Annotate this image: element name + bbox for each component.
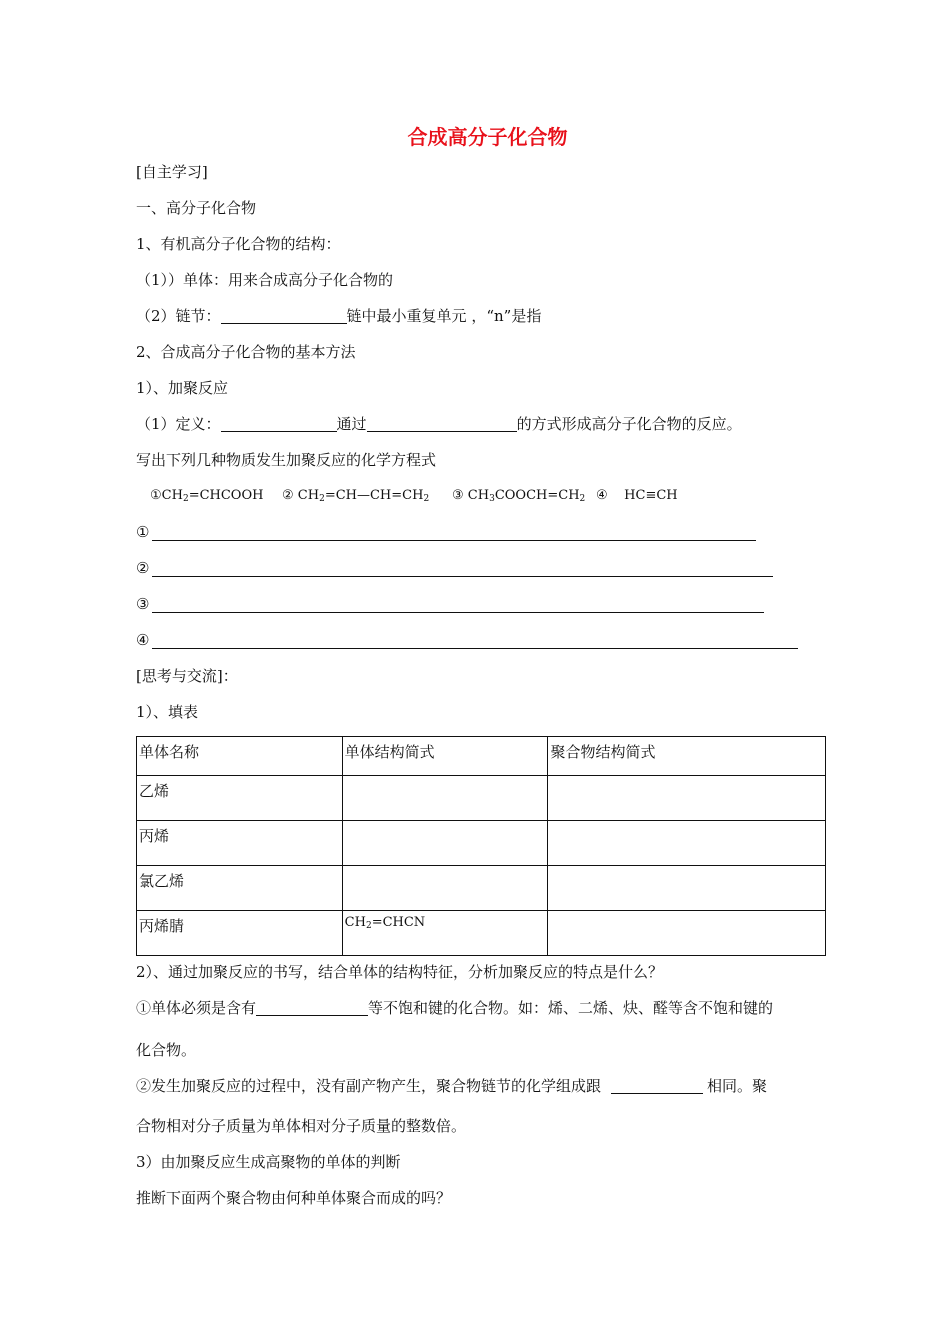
cell-acrylonitrile-formula xyxy=(342,911,548,956)
monomer-1-sub: 2 xyxy=(182,494,189,504)
heading-polymer: 一、高分子化合物 xyxy=(136,199,257,217)
question-monomer-judgement: 3）由加聚反应生成高聚物的单体的判断 xyxy=(136,1153,401,1171)
answer-label-2: ② xyxy=(136,559,150,577)
question-structure: 1、有机高分子化合物的结构： xyxy=(136,235,341,253)
question-monomer: （1））单体：用来合成高分子化合物的 xyxy=(136,271,394,289)
monomer-2-a: ② CH xyxy=(282,488,320,503)
answer-label-3: ③ xyxy=(136,595,150,613)
monomer-2 xyxy=(282,486,429,509)
point-2-prefix: ②发生加聚反应的过程中，没有副产物产生，聚合物链节的化学组成跟 xyxy=(136,1077,602,1095)
monomer-4: ④ HC≡CH xyxy=(596,488,678,503)
table-row xyxy=(137,821,826,866)
cell-blank[interactable] xyxy=(342,866,548,911)
table-label: 1）、填表 xyxy=(136,703,199,721)
answer-label-1: ① xyxy=(136,523,150,541)
header-monomer-name: 单体名称 xyxy=(137,737,343,776)
chain-unit-blank[interactable] xyxy=(221,307,347,324)
row-name-vinyl-chloride: 氯乙烯 xyxy=(137,866,343,911)
point-2-blank[interactable] xyxy=(611,1077,703,1094)
question-chain-unit xyxy=(136,306,541,326)
point-2-continued: 合物相对分子质量为单体相对分子质量的整数倍。 xyxy=(136,1117,467,1135)
cell-blank[interactable] xyxy=(548,866,826,911)
question-infer-monomers: 推断下面两个聚合物由何种单体聚合而成的吗？ xyxy=(136,1189,452,1207)
header-monomer-formula: 单体结构简式 xyxy=(342,737,548,776)
monomer-3-sub-1: 3 xyxy=(489,494,495,504)
header-polymer-formula: 聚合物结构简式 xyxy=(548,737,826,776)
monomer-2-sub-2: 2 xyxy=(423,494,430,504)
fill-in-table xyxy=(136,736,826,956)
monomer-3-a: ③ CH xyxy=(452,488,490,503)
cell-blank[interactable] xyxy=(548,821,826,866)
definition-prefix: （1）定义： xyxy=(136,415,221,433)
monomer-3 xyxy=(452,486,585,509)
formula-a: CH xyxy=(344,915,366,930)
answer-label-4: ④ xyxy=(136,631,150,649)
formula-sub: 2 xyxy=(365,921,372,931)
point-1-suffix: 等不饱和键的化合物。如：烯、二烯、炔、醛等含不饱和键的 xyxy=(368,999,774,1017)
point-1-continued: 化合物。 xyxy=(136,1041,197,1059)
point-2-suffix: 相同。聚 xyxy=(707,1077,768,1095)
monomer-3-b: COOCH=CH xyxy=(494,488,580,503)
table-header-row xyxy=(137,737,826,776)
section-discussion: [思考与交流]： xyxy=(136,667,238,685)
definition-blank-2[interactable] xyxy=(367,415,517,432)
definition-blank-1[interactable] xyxy=(221,415,337,432)
definition-mid: 通过 xyxy=(336,415,367,433)
monomer-3-sub-2: 2 xyxy=(579,494,586,504)
table-row xyxy=(137,911,826,956)
monomer-2-sub-1: 2 xyxy=(319,494,325,504)
page-title: 合成高分子化合物 xyxy=(407,125,568,149)
answer-line-3[interactable] xyxy=(152,612,764,613)
point-1 xyxy=(136,998,773,1018)
question-features: 2）、通过加聚反应的书写，结合单体的结构特征，分析加聚反应的特点是什么？ xyxy=(136,963,664,981)
cell-blank[interactable] xyxy=(548,776,826,821)
row-name-ethylene: 乙烯 xyxy=(137,776,343,821)
definition-line xyxy=(136,414,742,434)
definition-suffix: 的方式形成高分子化合物的反应。 xyxy=(516,415,742,433)
table-row xyxy=(137,776,826,821)
table-row xyxy=(137,866,826,911)
row-name-propylene: 丙烯 xyxy=(137,821,343,866)
row-name-acrylonitrile: 丙烯腈 xyxy=(137,911,343,956)
monomer-1 xyxy=(150,486,263,509)
point-2 xyxy=(136,1076,767,1096)
question-methods: 2、合成高分子化合物的基本方法 xyxy=(136,343,356,361)
answer-line-4[interactable] xyxy=(152,648,798,649)
point-1-prefix: ①单体必须是含有 xyxy=(136,999,257,1017)
cell-blank[interactable] xyxy=(342,821,548,866)
chain-unit-prefix: （2）链节： xyxy=(136,307,221,325)
monomer-1-a: ①CH xyxy=(150,488,183,503)
heading-addition-polymerization: 1）、加聚反应 xyxy=(136,379,229,397)
formula-b: =CHCN xyxy=(371,915,426,930)
chain-unit-suffix: 链中最小重复单元 ，“n”是指 xyxy=(346,307,542,325)
answer-line-1[interactable] xyxy=(152,540,756,541)
section-self-study: [自主学习] xyxy=(136,163,208,181)
instruction-equations: 写出下列几种物质发生加聚反应的化学方程式 xyxy=(136,451,437,469)
monomer-2-b: =CH—CH=CH xyxy=(324,488,424,503)
point-1-blank[interactable] xyxy=(256,999,368,1016)
cell-blank[interactable] xyxy=(342,776,548,821)
cell-blank[interactable] xyxy=(548,911,826,956)
monomer-1-b: =CHCOOH xyxy=(188,488,264,503)
answer-line-2[interactable] xyxy=(152,576,773,577)
